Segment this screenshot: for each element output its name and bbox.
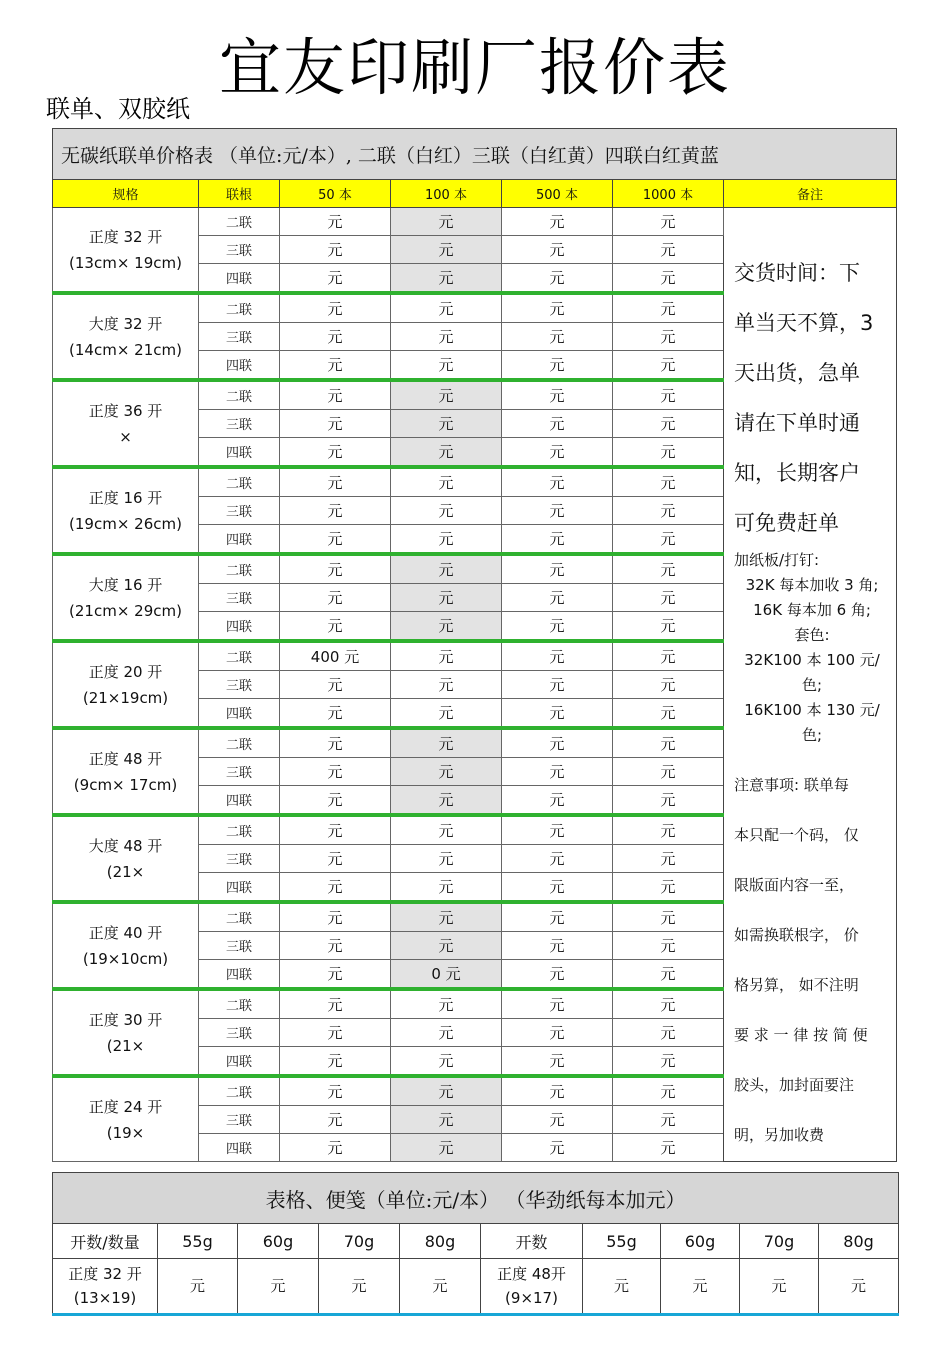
price-cell: 元 — [502, 612, 613, 642]
forms-price-table — [52, 1172, 899, 1316]
price-cell: 元 — [391, 902, 502, 932]
price-cell: 元 — [502, 1047, 613, 1077]
header-cell: 500 本 — [502, 180, 613, 208]
caution-note-line: 明，另加收费 — [734, 1126, 825, 1144]
price-cell: 元 — [391, 873, 502, 903]
forms-price-cell: 元 — [238, 1259, 319, 1315]
price-cell: 元 — [613, 902, 724, 932]
table-row — [53, 208, 897, 236]
price-cell: 元 — [502, 525, 613, 555]
price-cell: 元 — [502, 410, 613, 438]
price-cell: 元 — [613, 438, 724, 468]
lian-cell: 二联 — [199, 293, 280, 323]
caution-note-line: 要 求 一 律 按 简 便 — [734, 1026, 868, 1044]
price-cell: 元 — [502, 323, 613, 351]
price-cell: 元 — [502, 1076, 613, 1106]
price-cell: 元 — [613, 467, 724, 497]
price-cell: 元 — [280, 293, 391, 323]
delivery-note-line: 请在下单时通 — [734, 411, 860, 435]
price-cell: 元 — [502, 989, 613, 1019]
price-cell: 元 — [613, 960, 724, 990]
forms-price-cell: 元 — [819, 1259, 899, 1315]
size-cell — [53, 380, 199, 467]
price-cell: 元 — [280, 758, 391, 786]
price-cell: 元 — [391, 208, 502, 236]
lian-cell: 三联 — [199, 671, 280, 699]
price-cell: 元 — [280, 323, 391, 351]
size-dims: × — [119, 427, 132, 446]
lian-cell: 四联 — [199, 1134, 280, 1162]
price-cell: 元 — [391, 1047, 502, 1077]
forms-price-cell: 元 — [400, 1259, 481, 1315]
price-cell: 元 — [280, 932, 391, 960]
price-cell: 400 元 — [280, 641, 391, 671]
forms-row — [53, 1259, 899, 1315]
price-cell: 元 — [502, 932, 613, 960]
size-name: 正度 30 开 — [88, 1010, 163, 1029]
price-cell: 元 — [613, 236, 724, 264]
price-cell: 元 — [613, 815, 724, 845]
price-cell: 元 — [280, 351, 391, 381]
forms-size-cell — [53, 1259, 158, 1315]
lian-cell: 四联 — [199, 351, 280, 381]
price-cell: 元 — [502, 1019, 613, 1047]
size-cell — [53, 208, 199, 294]
forms-header-cell: 55g — [583, 1224, 661, 1259]
price-cell: 元 — [280, 410, 391, 438]
caution-note-line: 限版面内容一至， — [734, 876, 855, 894]
price-cell: 元 — [391, 932, 502, 960]
addon-note-line: 16K 每本加 6 角; — [753, 601, 871, 619]
price-cell: 元 — [613, 758, 724, 786]
caution-note-line: 注意事项: 联单每 — [734, 776, 849, 794]
size-dims: (13cm× 19cm) — [69, 253, 182, 272]
price-cell: 元 — [613, 1019, 724, 1047]
size-cell — [53, 728, 199, 815]
size-cell — [53, 1076, 199, 1162]
price-cell: 元 — [280, 671, 391, 699]
price-cell: 元 — [391, 641, 502, 671]
price-cell: 元 — [613, 1106, 724, 1134]
price-cell: 元 — [613, 323, 724, 351]
price-cell: 元 — [280, 438, 391, 468]
size-name: 正度 16 开 — [88, 488, 163, 507]
price-cell: 元 — [391, 351, 502, 381]
price-cell: 元 — [280, 786, 391, 816]
forms-header-cell: 70g — [319, 1224, 400, 1259]
delivery-note-line: 可免费赶单 — [734, 511, 839, 535]
price-cell: 元 — [280, 845, 391, 873]
price-cell: 元 — [391, 380, 502, 410]
lian-cell: 二联 — [199, 902, 280, 932]
forms-header-cell: 开数/数量 — [53, 1224, 158, 1259]
lian-cell: 二联 — [199, 728, 280, 758]
addon-note-line: 色; — [802, 726, 823, 744]
lian-cell: 二联 — [199, 380, 280, 410]
price-cell: 元 — [391, 989, 502, 1019]
forms-price-cell: 元 — [661, 1259, 740, 1315]
size-cell — [53, 989, 199, 1076]
price-cell: 元 — [280, 728, 391, 758]
lian-cell: 三联 — [199, 236, 280, 264]
price-cell: 元 — [280, 1106, 391, 1134]
price-cell: 元 — [280, 699, 391, 729]
price-cell: 元 — [280, 525, 391, 555]
price-cell: 元 — [391, 728, 502, 758]
price-cell: 元 — [391, 438, 502, 468]
price-cell: 元 — [280, 380, 391, 410]
lian-cell: 二联 — [199, 208, 280, 236]
size-dims: (21× — [106, 862, 145, 881]
price-cell: 元 — [613, 584, 724, 612]
price-cell: 元 — [391, 1106, 502, 1134]
size-name: 大度 48 开 — [88, 836, 163, 855]
table-header-row — [53, 180, 897, 208]
size-name: 正度 36 开 — [88, 401, 163, 420]
price-cell: 元 — [280, 989, 391, 1019]
size-dims: (14cm× 21cm) — [69, 340, 182, 359]
addon-note-line: 套色: — [794, 626, 830, 644]
price-cell: 元 — [391, 293, 502, 323]
price-cell: 元 — [613, 293, 724, 323]
price-cell: 元 — [613, 525, 724, 555]
lian-cell: 四联 — [199, 873, 280, 903]
price-cell: 元 — [391, 1019, 502, 1047]
forms-header-cell: 开数 — [481, 1224, 583, 1259]
size-name: 正度 24 开 — [88, 1097, 163, 1116]
price-cell: 元 — [613, 845, 724, 873]
price-cell: 0 元 — [391, 960, 502, 990]
price-cell: 元 — [502, 438, 613, 468]
price-cell: 元 — [613, 612, 724, 642]
price-cell: 元 — [502, 351, 613, 381]
size-cell — [53, 293, 199, 380]
price-cell: 元 — [502, 293, 613, 323]
forms-header-cell: 70g — [740, 1224, 819, 1259]
addon-note-line: 色; — [802, 676, 823, 694]
price-cell: 元 — [613, 1134, 724, 1162]
price-cell: 元 — [280, 873, 391, 903]
header-cell: 备注 — [724, 180, 897, 208]
price-cell: 元 — [613, 1076, 724, 1106]
price-table — [52, 128, 897, 1162]
price-cell: 元 — [280, 467, 391, 497]
price-cell: 元 — [391, 323, 502, 351]
forms-size-name: 正度 32 开 — [68, 1265, 142, 1283]
delivery-note-line: 交货时间：下 — [734, 261, 860, 285]
header-cell: 100 本 — [391, 180, 502, 208]
lian-cell: 二联 — [199, 554, 280, 584]
lian-cell: 四联 — [199, 525, 280, 555]
price-cell: 元 — [502, 960, 613, 990]
size-cell — [53, 467, 199, 554]
lian-cell: 二联 — [199, 467, 280, 497]
price-cell: 元 — [391, 699, 502, 729]
size-dims: (21×19cm) — [82, 688, 169, 707]
caution-note-line: 胶头，加封面要注 — [734, 1076, 855, 1094]
lian-cell: 三联 — [199, 758, 280, 786]
price-cell: 元 — [280, 208, 391, 236]
forms-header-cell: 80g — [400, 1224, 481, 1259]
forms-price-cell: 元 — [158, 1259, 238, 1315]
price-cell: 元 — [280, 236, 391, 264]
size-dims: (19× — [106, 1123, 145, 1142]
price-cell: 元 — [280, 1134, 391, 1162]
price-cell: 元 — [613, 989, 724, 1019]
price-cell: 元 — [502, 236, 613, 264]
price-cell: 元 — [280, 902, 391, 932]
lian-cell: 三联 — [199, 1019, 280, 1047]
price-cell: 元 — [613, 873, 724, 903]
price-cell: 元 — [280, 554, 391, 584]
price-cell: 元 — [280, 1047, 391, 1077]
forms-header-cell: 55g — [158, 1224, 238, 1259]
lian-cell: 三联 — [199, 584, 280, 612]
price-cell: 元 — [502, 497, 613, 525]
header-cell: 1000 本 — [613, 180, 724, 208]
forms-size-dims: (13×19) — [73, 1289, 137, 1307]
size-dims: (19cm× 26cm) — [69, 514, 182, 533]
header-cell: 规格 — [53, 180, 199, 208]
table-caption: 无碳纸联单价格表 （单位:元/本）, 二联（白红）三联（白红黄）四联白红黄蓝 — [53, 129, 897, 180]
price-cell: 元 — [502, 902, 613, 932]
price-cell: 元 — [502, 699, 613, 729]
delivery-note-line: 天出货，急单 — [734, 361, 860, 385]
size-cell — [53, 815, 199, 902]
forms-header-cell: 80g — [819, 1224, 899, 1259]
price-cell: 元 — [502, 467, 613, 497]
caution-note-line: 格另算， 如不注明 — [734, 976, 859, 994]
price-cell: 元 — [391, 584, 502, 612]
price-cell: 元 — [502, 671, 613, 699]
price-cell: 元 — [613, 264, 724, 294]
size-cell — [53, 641, 199, 728]
price-cell: 元 — [391, 815, 502, 845]
forms-header-cell: 60g — [661, 1224, 740, 1259]
price-cell: 元 — [613, 351, 724, 381]
lian-cell: 四联 — [199, 264, 280, 294]
price-cell: 元 — [502, 554, 613, 584]
price-cell: 元 — [613, 208, 724, 236]
price-cell: 元 — [613, 1047, 724, 1077]
delivery-note-line: 知，长期客户 — [734, 461, 860, 485]
lian-cell: 二联 — [199, 815, 280, 845]
price-cell: 元 — [613, 699, 724, 729]
caution-note-line: 本只配一个码， 仅 — [734, 826, 859, 844]
price-cell: 元 — [502, 641, 613, 671]
size-cell — [53, 902, 199, 989]
price-cell: 元 — [391, 554, 502, 584]
price-cell: 元 — [280, 960, 391, 990]
price-cell: 元 — [613, 497, 724, 525]
forms-size-dims: (9×17) — [505, 1289, 558, 1307]
price-cell: 元 — [502, 584, 613, 612]
price-cell: 元 — [502, 380, 613, 410]
lian-cell: 三联 — [199, 845, 280, 873]
lian-cell: 四联 — [199, 1047, 280, 1077]
forms-header-cell: 60g — [238, 1224, 319, 1259]
header-cell: 50 本 — [280, 180, 391, 208]
price-cell: 元 — [391, 410, 502, 438]
lian-cell: 二联 — [199, 641, 280, 671]
size-name: 正度 48 开 — [88, 749, 163, 768]
price-cell: 元 — [280, 1076, 391, 1106]
forms-price-cell: 元 — [740, 1259, 819, 1315]
price-cell: 元 — [502, 728, 613, 758]
size-name: 大度 32 开 — [88, 314, 163, 333]
lian-cell: 三联 — [199, 932, 280, 960]
price-cell: 元 — [280, 584, 391, 612]
forms-header-row — [53, 1224, 899, 1259]
price-cell: 元 — [391, 467, 502, 497]
price-cell: 元 — [391, 236, 502, 264]
price-cell: 元 — [613, 410, 724, 438]
price-cell: 元 — [280, 264, 391, 294]
size-dims: (21× — [106, 1036, 145, 1055]
price-cell: 元 — [280, 612, 391, 642]
price-cell: 元 — [391, 612, 502, 642]
size-name: 正度 40 开 — [88, 923, 163, 942]
price-cell: 元 — [613, 932, 724, 960]
price-cell: 元 — [502, 815, 613, 845]
lian-cell: 四联 — [199, 699, 280, 729]
size-dims: (21cm× 29cm) — [69, 601, 182, 620]
size-dims: (19×10cm) — [82, 949, 169, 968]
lian-cell: 四联 — [199, 438, 280, 468]
lian-cell: 三联 — [199, 323, 280, 351]
price-cell: 元 — [613, 671, 724, 699]
price-cell: 元 — [280, 1019, 391, 1047]
price-cell: 元 — [502, 1134, 613, 1162]
price-cell: 元 — [502, 786, 613, 816]
caution-note-line: 如需换联根字， 价 — [734, 926, 859, 944]
forms-price-cell: 元 — [583, 1259, 661, 1315]
price-cell: 元 — [502, 758, 613, 786]
price-cell: 元 — [502, 845, 613, 873]
price-cell: 元 — [613, 728, 724, 758]
price-cell: 元 — [502, 1106, 613, 1134]
addon-note-line: 加纸板/打钉: — [734, 551, 820, 569]
forms-table-caption: 表格、便笺（单位:元/本） （华劲纸每本加元） — [53, 1173, 899, 1224]
lian-cell: 四联 — [199, 786, 280, 816]
forms-size-name: 正度 48开 — [497, 1265, 566, 1283]
size-name: 正度 32 开 — [88, 227, 163, 246]
addon-note-line: 32K 每本加收 3 角; — [745, 576, 879, 594]
price-cell: 元 — [391, 264, 502, 294]
forms-size-cell — [481, 1259, 583, 1315]
size-dims: (9cm× 17cm) — [73, 775, 178, 794]
lian-cell: 三联 — [199, 497, 280, 525]
price-cell: 元 — [280, 497, 391, 525]
price-cell: 元 — [613, 641, 724, 671]
price-cell: 元 — [391, 497, 502, 525]
price-cell: 元 — [391, 1076, 502, 1106]
lian-cell: 三联 — [199, 1106, 280, 1134]
size-cell — [53, 554, 199, 641]
forms-price-cell: 元 — [319, 1259, 400, 1315]
lian-cell: 四联 — [199, 612, 280, 642]
price-cell: 元 — [391, 758, 502, 786]
price-cell: 元 — [391, 786, 502, 816]
addon-note-line: 16K100 本 130 元/ — [744, 701, 880, 719]
lian-cell: 三联 — [199, 410, 280, 438]
price-cell: 元 — [613, 554, 724, 584]
price-cell: 元 — [280, 815, 391, 845]
lian-cell: 二联 — [199, 1076, 280, 1106]
notes-cell — [724, 208, 897, 1162]
size-name: 正度 20 开 — [88, 662, 163, 681]
size-name: 大度 16 开 — [88, 575, 163, 594]
price-cell: 元 — [613, 380, 724, 410]
lian-cell: 四联 — [199, 960, 280, 990]
lian-cell: 二联 — [199, 989, 280, 1019]
header-cell: 联根 — [199, 180, 280, 208]
price-cell: 元 — [502, 208, 613, 236]
addon-note-line: 32K100 本 100 元/ — [744, 651, 880, 669]
price-cell: 元 — [613, 786, 724, 816]
price-cell: 元 — [391, 845, 502, 873]
price-cell: 元 — [502, 873, 613, 903]
price-cell: 元 — [391, 525, 502, 555]
price-cell: 元 — [391, 671, 502, 699]
page-title: 宜友印刷厂报价表 — [218, 31, 731, 104]
page-subtitle: 联单、双胶纸 — [46, 95, 190, 123]
price-cell: 元 — [391, 1134, 502, 1162]
delivery-note-line: 单当天不算，3 — [734, 311, 874, 335]
price-cell: 元 — [502, 264, 613, 294]
